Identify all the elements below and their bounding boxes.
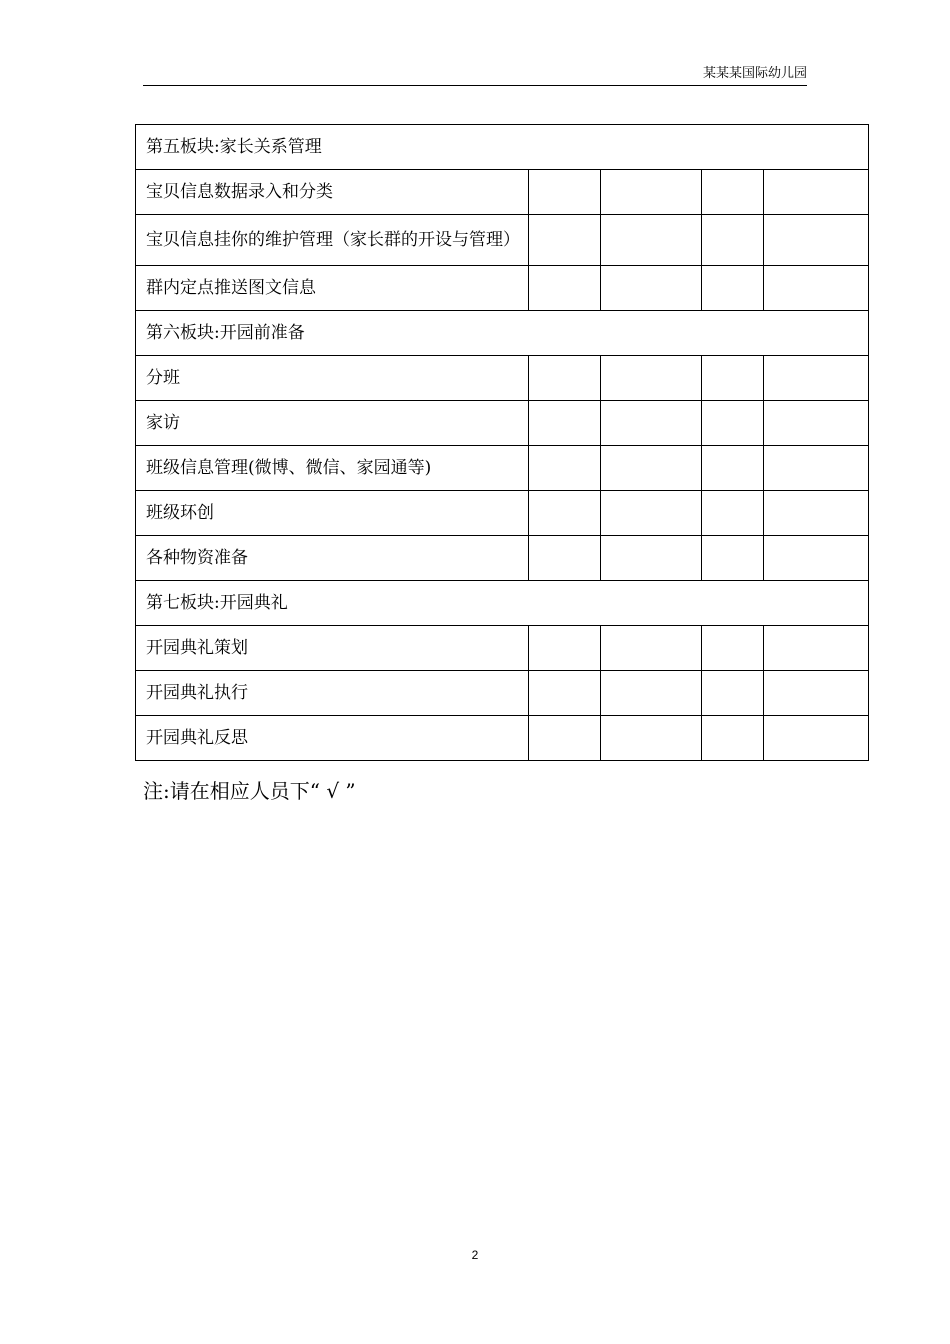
table-row — [136, 491, 869, 536]
check-cell[interactable] — [702, 716, 764, 761]
check-cell[interactable] — [764, 626, 869, 671]
check-cell[interactable] — [529, 356, 601, 401]
table-row — [136, 626, 869, 671]
section-title: 第五板块:家长关系管理 — [136, 125, 869, 170]
table-row — [136, 215, 869, 266]
check-cell[interactable] — [764, 491, 869, 536]
table-row — [136, 266, 869, 311]
check-cell[interactable] — [764, 536, 869, 581]
table-row — [136, 671, 869, 716]
check-cell[interactable] — [601, 266, 702, 311]
check-cell[interactable] — [702, 215, 764, 266]
task-label: 班级环创 — [136, 491, 529, 536]
assignment-table — [135, 124, 869, 761]
page-number: 2 — [471, 1248, 479, 1262]
check-cell[interactable] — [702, 671, 764, 716]
check-cell[interactable] — [764, 215, 869, 266]
table-row — [136, 716, 869, 761]
check-cell[interactable] — [764, 671, 869, 716]
table-row — [136, 536, 869, 581]
section-title: 第七板块:开园典礼 — [136, 581, 869, 626]
section-title: 第六板块:开园前准备 — [136, 311, 869, 356]
check-cell[interactable] — [764, 716, 869, 761]
check-cell[interactable] — [702, 446, 764, 491]
header-org-name: 某某某国际幼儿园 — [702, 66, 807, 81]
check-cell[interactable] — [529, 215, 601, 266]
check-cell[interactable] — [529, 536, 601, 581]
check-cell[interactable] — [529, 266, 601, 311]
table-row — [136, 170, 869, 215]
task-label: 宝贝信息数据录入和分类 — [136, 170, 529, 215]
check-cell[interactable] — [529, 491, 601, 536]
check-cell[interactable] — [702, 170, 764, 215]
check-cell[interactable] — [529, 446, 601, 491]
check-cell[interactable] — [702, 356, 764, 401]
check-cell[interactable] — [529, 626, 601, 671]
check-cell[interactable] — [764, 266, 869, 311]
task-label: 各种物资准备 — [136, 536, 529, 581]
header-rule — [143, 85, 807, 86]
task-label: 开园典礼执行 — [136, 671, 529, 716]
check-cell[interactable] — [601, 446, 702, 491]
footnote: 注:请在相应人员下“ √ ” — [143, 779, 356, 803]
section-row — [136, 125, 869, 170]
task-label: 宝贝信息挂你的维护管理（家长群的开设与管理） — [136, 215, 529, 266]
check-cell[interactable] — [601, 401, 702, 446]
check-cell[interactable] — [601, 215, 702, 266]
task-label: 家访 — [136, 401, 529, 446]
check-cell[interactable] — [702, 536, 764, 581]
check-cell[interactable] — [764, 170, 869, 215]
task-label: 开园典礼反思 — [136, 716, 529, 761]
section-row — [136, 581, 869, 626]
task-label: 开园典礼策划 — [136, 626, 529, 671]
check-cell[interactable] — [764, 446, 869, 491]
check-cell[interactable] — [529, 401, 601, 446]
task-label: 群内定点推送图文信息 — [136, 266, 529, 311]
check-cell[interactable] — [529, 671, 601, 716]
check-cell[interactable] — [529, 716, 601, 761]
check-cell[interactable] — [601, 356, 702, 401]
check-cell[interactable] — [764, 356, 869, 401]
task-label: 分班 — [136, 356, 529, 401]
task-label: 班级信息管理(微博、微信、家园通等) — [136, 446, 529, 491]
check-cell[interactable] — [601, 491, 702, 536]
check-cell[interactable] — [529, 170, 601, 215]
check-cell[interactable] — [764, 401, 869, 446]
check-cell[interactable] — [702, 491, 764, 536]
assignment-table-body — [136, 125, 869, 761]
check-cell[interactable] — [702, 626, 764, 671]
check-cell[interactable] — [601, 626, 702, 671]
check-cell[interactable] — [702, 266, 764, 311]
table-row — [136, 401, 869, 446]
check-cell[interactable] — [601, 671, 702, 716]
check-cell[interactable] — [601, 716, 702, 761]
check-cell[interactable] — [601, 536, 702, 581]
table-row — [136, 446, 869, 491]
table-row — [136, 356, 869, 401]
section-row — [136, 311, 869, 356]
check-cell[interactable] — [601, 170, 702, 215]
check-cell[interactable] — [702, 401, 764, 446]
